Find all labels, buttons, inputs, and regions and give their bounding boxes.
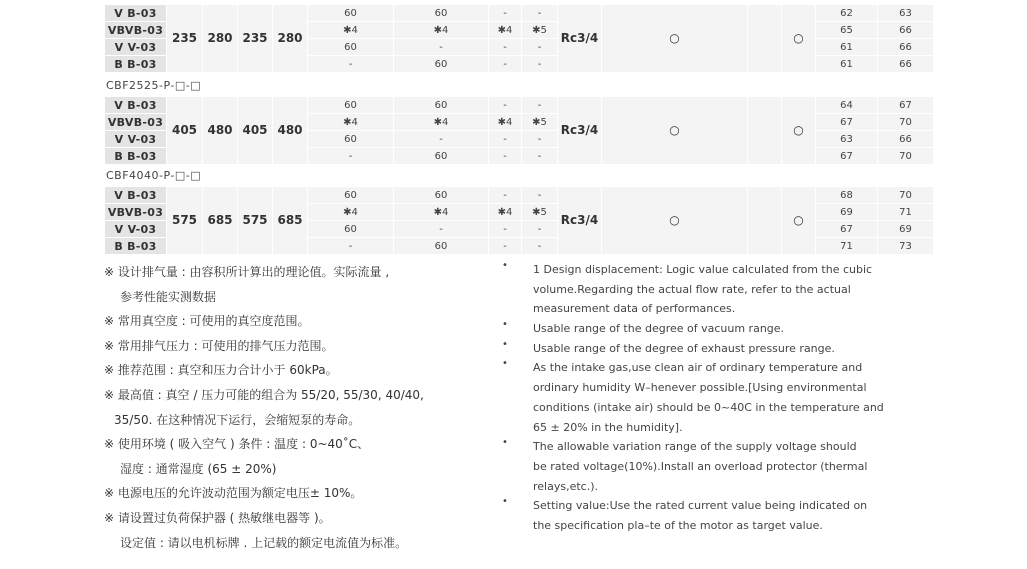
value-cell: - (489, 148, 522, 165)
model-label: B B-03 (105, 56, 167, 73)
bullet-icon: • (502, 358, 508, 370)
value-cell: - (489, 221, 522, 238)
mark-cell: ○ (602, 187, 748, 255)
bullet-icon: • (502, 338, 508, 350)
value-cell: - (522, 221, 558, 238)
blank-cell (748, 97, 782, 165)
spec-table (104, 4, 934, 73)
value-cell: ✱5 (522, 204, 558, 221)
note-en-line: relays,etc.). (533, 479, 598, 493)
noise-cell: 63 (878, 5, 934, 22)
model-label: V B-03 (105, 5, 167, 22)
mark-cell: ○ (782, 5, 816, 73)
value-cell: ✱4 (489, 114, 522, 131)
pressure-cell: - (394, 221, 489, 238)
value-cell: ✱4 (489, 22, 522, 39)
noise-cell: 66 (878, 22, 934, 39)
bullet-icon: • (502, 496, 508, 508)
mark-cell: ○ (602, 97, 748, 165)
noise-cell: 65 (816, 22, 878, 39)
port-cell: Rc3/4 (558, 187, 602, 255)
noise-cell: 61 (816, 39, 878, 56)
value-cell: - (489, 5, 522, 22)
vacuum-cell: - (308, 148, 394, 165)
vacuum-cell: ✱4 (308, 114, 394, 131)
vacuum-cell: 60 (308, 221, 394, 238)
note-cn-line: ※ 电源电压的允许波动范围为额定电压± 10%。 (104, 486, 363, 501)
value-cell: - (522, 238, 558, 255)
vacuum-cell: 60 (308, 5, 394, 22)
value-cell: 280 (273, 5, 308, 73)
note-cn-line: 设定值 : 请以电机标牌 . 上记载的额定电流值为标准。 (120, 535, 408, 550)
value-cell: - (489, 187, 522, 204)
vacuum-cell: - (308, 56, 394, 73)
note-en-line: As the intake gas,use clean air of ordinary temperature and (533, 361, 863, 375)
note-cn-line: ※ 使用环境 ( 吸入空气 ) 条件 : 温度 : 0~40˚C、 (104, 437, 370, 452)
note-cn-line: 湿度 : 通常湿度 (65 ± 20%) (120, 461, 277, 476)
noise-cell: 66 (878, 131, 934, 148)
vacuum-cell: 60 (308, 97, 394, 114)
vacuum-cell: 60 (308, 187, 394, 204)
noise-cell: 70 (878, 148, 934, 165)
mark-cell: ○ (602, 5, 748, 73)
spec-table (104, 186, 934, 255)
spec-table (104, 96, 934, 165)
note-en-line: Setting value:Use the rated current value being indicated on (533, 499, 868, 513)
noise-cell: 67 (816, 148, 878, 165)
pressure-cell: ✱4 (394, 204, 489, 221)
table-row (105, 97, 934, 114)
noise-cell: 61 (816, 56, 878, 73)
noise-cell: 70 (878, 187, 934, 204)
note-cn-line: ※ 请设置过负荷保护器 ( 热敏继电器等 )。 (104, 510, 331, 525)
note-en-item (502, 496, 882, 535)
value-cell: ✱5 (522, 114, 558, 131)
note-en-item (502, 437, 882, 496)
note-en-item (502, 358, 882, 437)
value-cell: - (522, 148, 558, 165)
value-cell: 405 (167, 97, 203, 165)
blank-cell (748, 5, 782, 73)
table-row (105, 187, 934, 204)
pressure-cell: 60 (394, 148, 489, 165)
table-row (105, 5, 934, 22)
note-en-line: measurement data of performances. (533, 302, 736, 316)
note-cn-line: 参考性能实测数据 (120, 289, 217, 304)
model-label: VBVB-03 (105, 22, 167, 39)
value-cell: ✱5 (522, 22, 558, 39)
value-cell: - (522, 131, 558, 148)
pressure-cell: 60 (394, 5, 489, 22)
noise-cell: 71 (816, 238, 878, 255)
value-cell: - (522, 39, 558, 56)
note-en-line: Usable range of the degree of exhaust pressure range. (533, 341, 835, 355)
note-cn-line: ※ 推荐范围 : 真空和压力合计小于 60kPa。 (104, 363, 338, 378)
value-cell: - (489, 56, 522, 73)
note-cn-line: ※ 常用排气压力 : 可使用的排气压力范围。 (104, 338, 334, 353)
noise-cell: 73 (878, 238, 934, 255)
value-cell: ✱4 (489, 204, 522, 221)
value-cell: 235 (167, 5, 203, 73)
noise-cell: 69 (878, 221, 934, 238)
noise-cell: 62 (816, 5, 878, 22)
value-cell: - (522, 56, 558, 73)
pressure-cell: - (394, 131, 489, 148)
pressure-cell: ✱4 (394, 114, 489, 131)
value-cell: 280 (203, 5, 238, 73)
notes-chinese (104, 260, 504, 555)
noise-cell: 71 (878, 204, 934, 221)
note-cn-line: ※ 常用真空度 : 可使用的真空度范围。 (104, 314, 310, 329)
mark-cell: ○ (782, 187, 816, 255)
value-cell: - (489, 39, 522, 56)
note-cn-line: ※ 最高值 : 真空 / 压力可能的组合为 55/20, 55/30, 40/40, (104, 387, 424, 402)
noise-cell: 63 (816, 131, 878, 148)
vacuum-cell: - (308, 238, 394, 255)
noise-cell: 70 (878, 114, 934, 131)
note-cn-line: ※ 设计排气量 : 由容积所计算出的理论值。实际流量 , (104, 265, 390, 279)
noise-cell: 69 (816, 204, 878, 221)
noise-cell: 66 (878, 56, 934, 73)
note-en-item (502, 260, 882, 319)
pressure-cell: - (394, 39, 489, 56)
value-cell: 575 (167, 187, 203, 255)
note-en-line: conditions (intake air) should be 0~40C in the temperature and (533, 400, 884, 414)
bullet-icon: • (502, 260, 508, 271)
bullet-icon: • (502, 437, 508, 449)
noise-cell: 68 (816, 187, 878, 204)
vacuum-cell: ✱4 (308, 22, 394, 39)
pressure-cell: 60 (394, 97, 489, 114)
port-cell: Rc3/4 (558, 97, 602, 165)
value-cell: - (522, 5, 558, 22)
model-label: VBVB-03 (105, 204, 167, 221)
value-cell: - (522, 187, 558, 204)
value-cell: 685 (273, 187, 308, 255)
noise-cell: 64 (816, 97, 878, 114)
model-label: VBVB-03 (105, 114, 167, 131)
vacuum-cell: 60 (308, 131, 394, 148)
model-label: V B-03 (105, 97, 167, 114)
mark-cell: ○ (782, 97, 816, 165)
note-en-line: the specification pla–te of the motor as target value. (533, 518, 823, 532)
note-en-item (502, 339, 882, 359)
noise-cell: 67 (816, 114, 878, 131)
model-label: V V-03 (105, 131, 167, 148)
model-label: V V-03 (105, 39, 167, 56)
note-en-line: ordinary humidity W–henever possible.[Using environmental (533, 381, 867, 395)
notes-english (502, 260, 882, 536)
note-en-line: volume.Regarding the actual flow rate, refer to the actual (533, 282, 851, 296)
value-cell: - (522, 97, 558, 114)
model-label: V V-03 (105, 221, 167, 238)
value-cell: - (489, 238, 522, 255)
note-en-line: 1 Design displacement: Logic value calculated from the cubic (533, 263, 873, 276)
noise-cell: 66 (878, 39, 934, 56)
pressure-cell: ✱4 (394, 22, 489, 39)
value-cell: 575 (238, 187, 273, 255)
port-cell: Rc3/4 (558, 5, 602, 73)
pressure-cell: 60 (394, 238, 489, 255)
note-en-line: be rated voltage(10%).Install an overload protector (thermal (533, 459, 868, 473)
note-en-line: 65 ± 20% in the humidity]. (533, 420, 683, 434)
noise-cell: 67 (816, 221, 878, 238)
value-cell: - (489, 97, 522, 114)
value-cell: - (489, 131, 522, 148)
note-en-line: Usable range of the degree of vacuum range. (533, 322, 785, 336)
model-title: CBF4040-P-□-□ (106, 169, 202, 182)
note-en-line: The allowable variation range of the supply voltage should (533, 440, 857, 454)
note-en-item (502, 319, 882, 339)
model-title: CBF2525-P-□-□ (106, 79, 202, 92)
blank-cell (748, 187, 782, 255)
model-label: B B-03 (105, 148, 167, 165)
model-label: B B-03 (105, 238, 167, 255)
vacuum-cell: 60 (308, 39, 394, 56)
note-cn-line: 35/50. 在这种情况下运行，会缩短泵的寿命。 (114, 412, 361, 427)
pressure-cell: 60 (394, 187, 489, 204)
model-label: V B-03 (105, 187, 167, 204)
noise-cell: 67 (878, 97, 934, 114)
value-cell: 480 (203, 97, 238, 165)
bullet-icon: • (502, 319, 508, 331)
vacuum-cell: ✱4 (308, 204, 394, 221)
value-cell: 685 (203, 187, 238, 255)
value-cell: 405 (238, 97, 273, 165)
value-cell: 235 (238, 5, 273, 73)
pressure-cell: 60 (394, 56, 489, 73)
value-cell: 480 (273, 97, 308, 165)
